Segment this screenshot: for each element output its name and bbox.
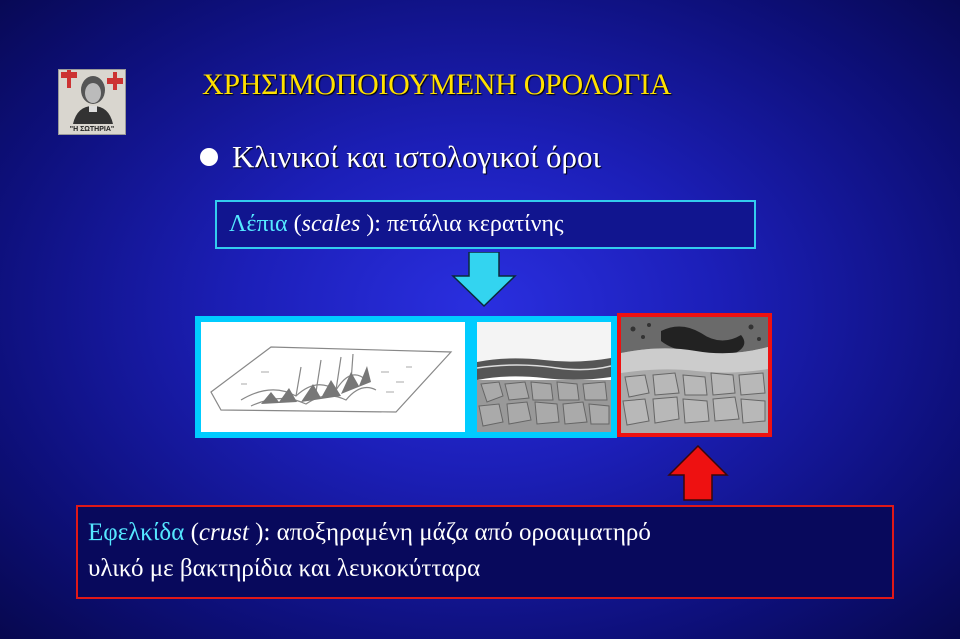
crust-open-paren: ( [184, 519, 199, 546]
histology-image-scales-sketch [195, 316, 471, 438]
crust-english: crust [198, 519, 249, 546]
logo-caption: "Η ΣΩΤΗΡΙΑ" [69, 126, 115, 133]
scales-definition: ): πετάλια κερατίνης [360, 211, 564, 237]
crust-term: Εφελκίδα [88, 519, 185, 546]
bullet-item [200, 137, 601, 177]
hospital-logo [58, 69, 126, 135]
crust-definition-line2: υλικό με βακτηρίδια και λευκοκύτταρα [88, 555, 481, 582]
crust-definition: ): αποξηραμένη μάζα από οροαιματηρό [248, 519, 651, 546]
histology-image-crust [617, 313, 772, 437]
bullet-icon [200, 148, 218, 166]
scales-term: Λέπια [229, 211, 288, 237]
scales-definition-box [215, 200, 756, 249]
arrow-down-icon [451, 252, 517, 308]
arrow-up-icon [667, 445, 729, 501]
crust-definition-line1 [88, 515, 892, 551]
crust-illustration [621, 317, 768, 433]
histology-image-epidermis [471, 316, 617, 438]
slide-title: ΧΡΗΣΙΜΟΠΟΙΟΥΜΕΝΗ ΟΡΟΛΟΓΙΑ [202, 68, 672, 101]
portrait-icon [59, 70, 125, 124]
scales-open-paren: ( [287, 211, 302, 237]
bullet-text: Κλινικοί και ιστολογικοί όροι [232, 139, 601, 174]
epidermis-illustration [477, 322, 611, 432]
scales-english: scales [301, 211, 361, 237]
crust-definition-box [76, 505, 894, 599]
scales-sketch-illustration [201, 322, 465, 432]
